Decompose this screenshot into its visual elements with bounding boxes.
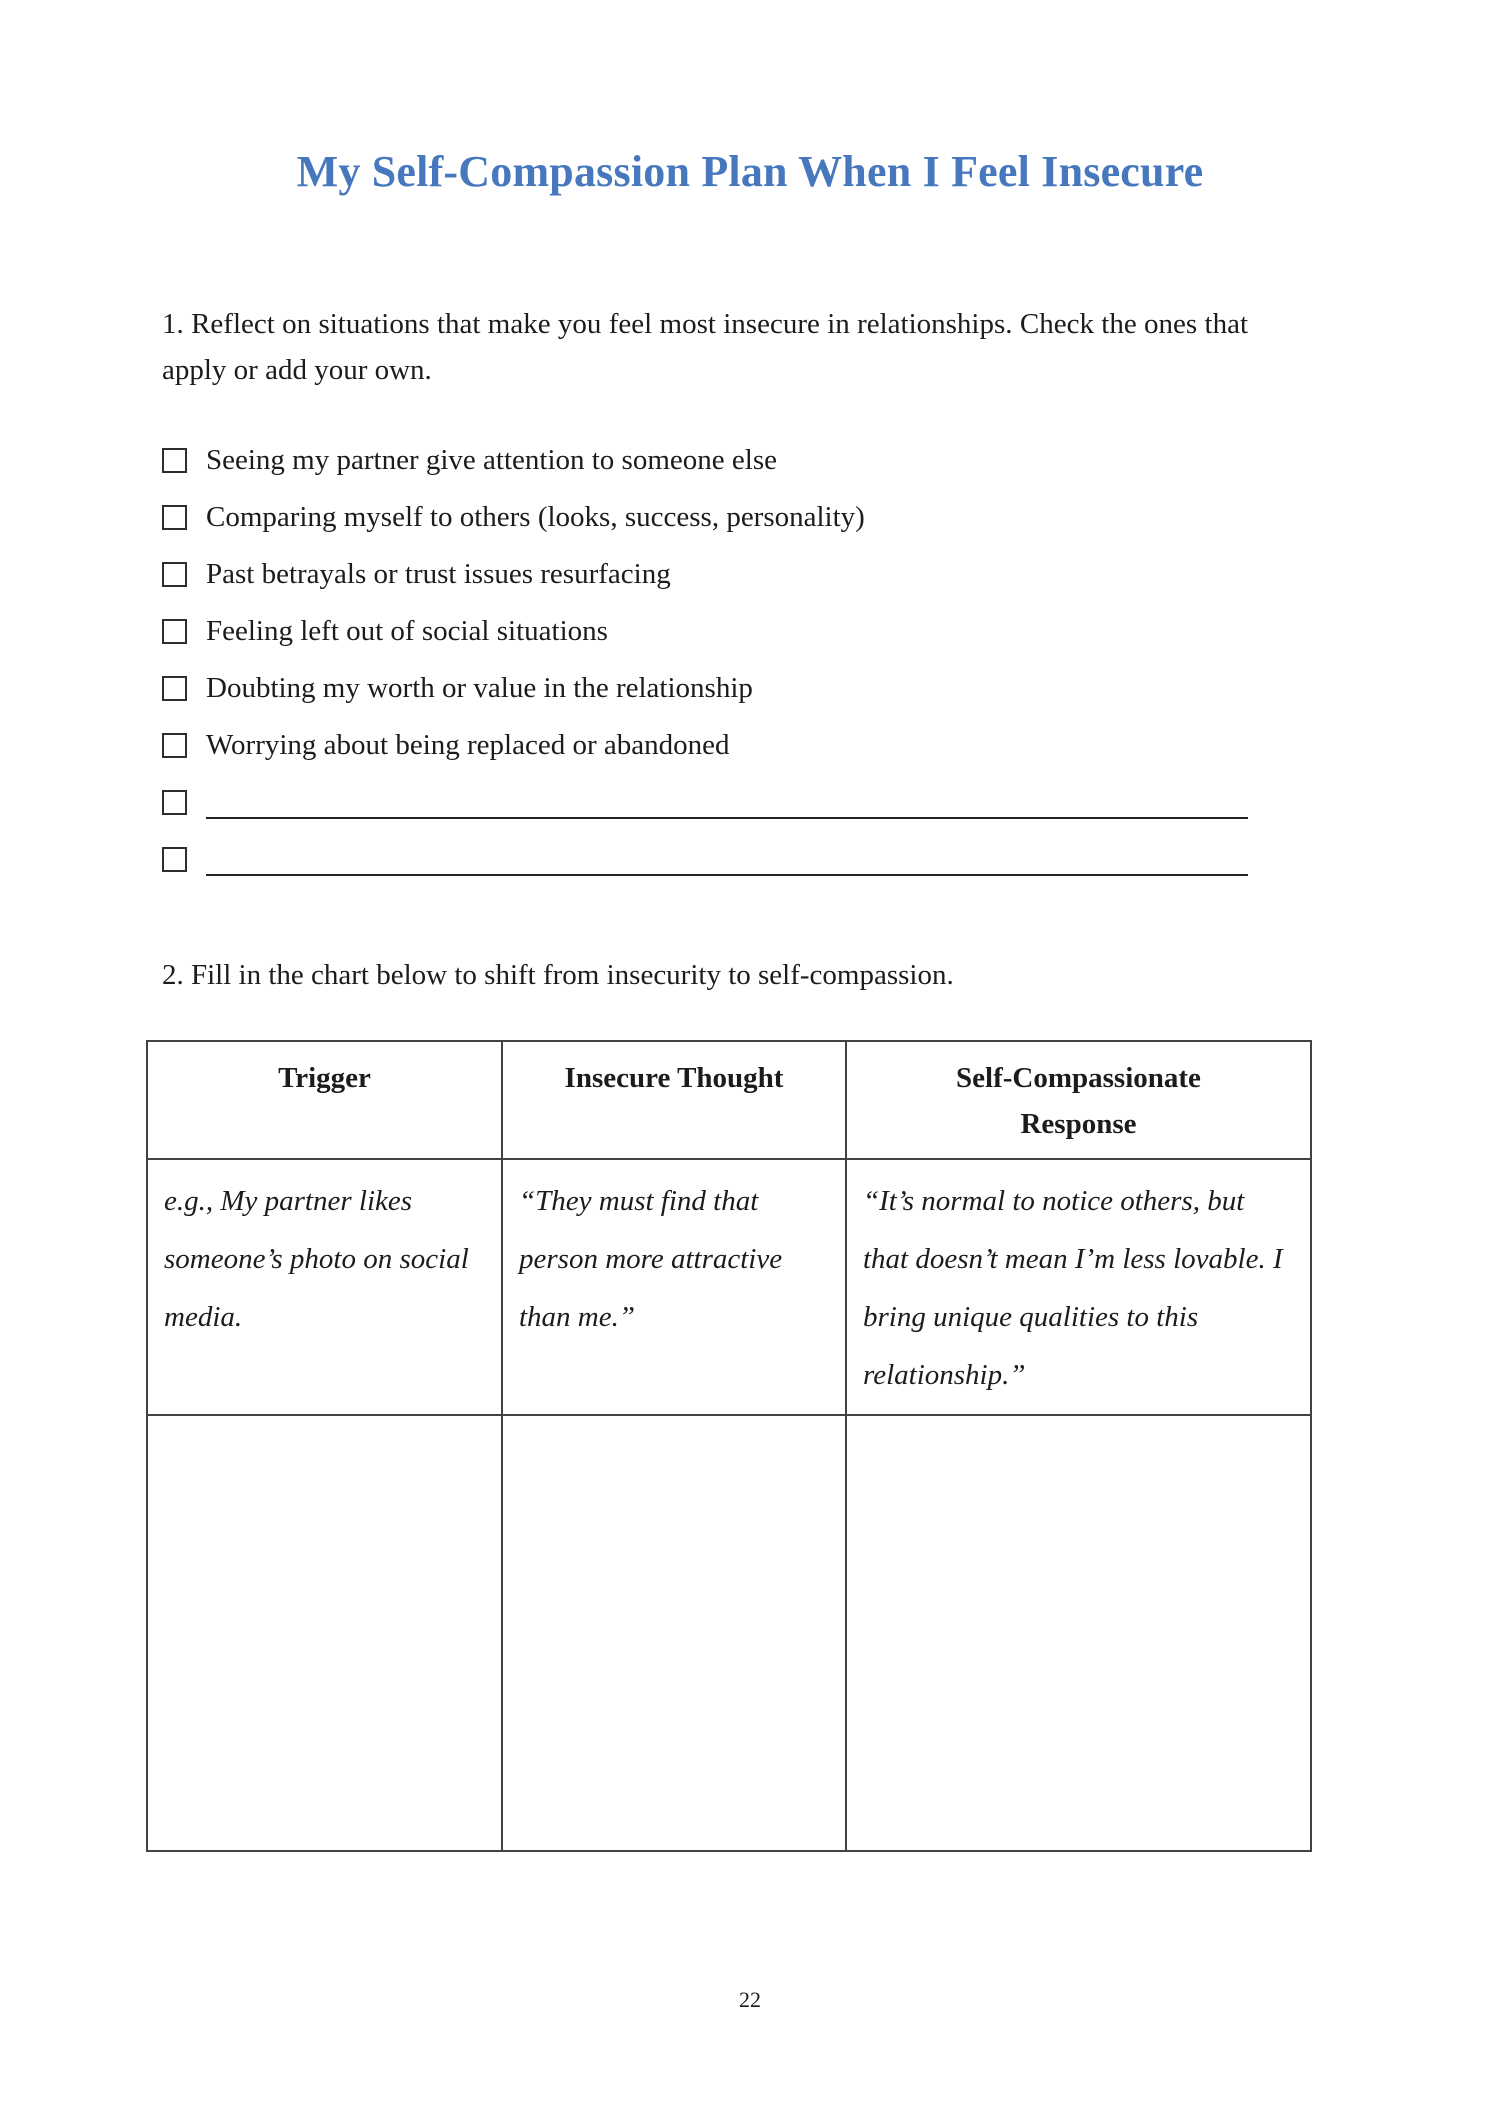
write-in-line[interactable] xyxy=(206,831,1248,876)
checklist-item xyxy=(162,603,1248,660)
checklist-item xyxy=(162,432,1248,489)
table-empty-row xyxy=(147,1415,1311,1851)
example-response-cell: “It’s normal to notice others, but that doesn’t mean I’m less lovable. I bring unique qualities to this relationship.” xyxy=(846,1159,1311,1415)
checklist-item-label: Past betrayals or trust issues resurfacing xyxy=(206,557,671,590)
page-number: 22 xyxy=(739,1987,761,2012)
self-compassion-table xyxy=(146,1040,1312,1852)
checklist-item-label: Worrying about being replaced or abandoned xyxy=(206,728,730,761)
page-title: My Self-Compassion Plan When I Feel Insecure xyxy=(296,147,1204,196)
checklist-item-label: Comparing myself to others (looks, success, personality) xyxy=(206,500,865,533)
checklist-item xyxy=(162,546,1248,603)
checkbox-icon[interactable] xyxy=(162,448,187,473)
checkbox-icon[interactable] xyxy=(162,562,187,587)
insecurity-checklist xyxy=(162,432,1248,888)
example-insecure-thought-cell: “They must find that person more attractive than me.” xyxy=(502,1159,846,1415)
checklist-blank-item xyxy=(162,831,1248,888)
trigger-input-cell[interactable] xyxy=(147,1415,502,1851)
insecure-thought-input-cell[interactable] xyxy=(502,1415,846,1851)
write-in-line[interactable] xyxy=(206,774,1248,819)
checklist-item-label: Doubting my worth or value in the relationship xyxy=(206,671,753,704)
checklist-item xyxy=(162,660,1248,717)
table-header-row xyxy=(147,1041,1311,1159)
checkbox-icon[interactable] xyxy=(162,505,187,530)
checklist-item xyxy=(162,489,1248,546)
instruction-1: 1. Reflect on situations that make you feel most insecure in relationships. Check the ones that apply or add your own. xyxy=(162,308,1248,387)
checkbox-icon[interactable] xyxy=(162,619,187,644)
checkbox-icon[interactable] xyxy=(162,847,187,872)
instruction-2: 2. Fill in the chart below to shift from insecurity to self-compassion. xyxy=(162,958,954,991)
response-input-cell[interactable] xyxy=(846,1415,1311,1851)
table-header-insecure-thought: Insecure Thought xyxy=(502,1041,846,1159)
checklist-item-label: Feeling left out of social situations xyxy=(206,614,608,647)
checklist-item xyxy=(162,717,1248,774)
checkbox-icon[interactable] xyxy=(162,790,187,815)
table-example-row xyxy=(147,1159,1311,1415)
page-body xyxy=(0,301,1500,1852)
checkbox-icon[interactable] xyxy=(162,676,187,701)
example-trigger-cell: e.g., My partner likes someone’s photo on social media. xyxy=(147,1159,502,1415)
checklist-blank-item xyxy=(162,774,1248,831)
table-header-trigger: Trigger xyxy=(147,1041,502,1159)
checkbox-icon[interactable] xyxy=(162,733,187,758)
checklist-item-label: Seeing my partner give attention to someone else xyxy=(206,443,777,476)
table-header-response: Self-Compassionate Response xyxy=(846,1041,1311,1159)
